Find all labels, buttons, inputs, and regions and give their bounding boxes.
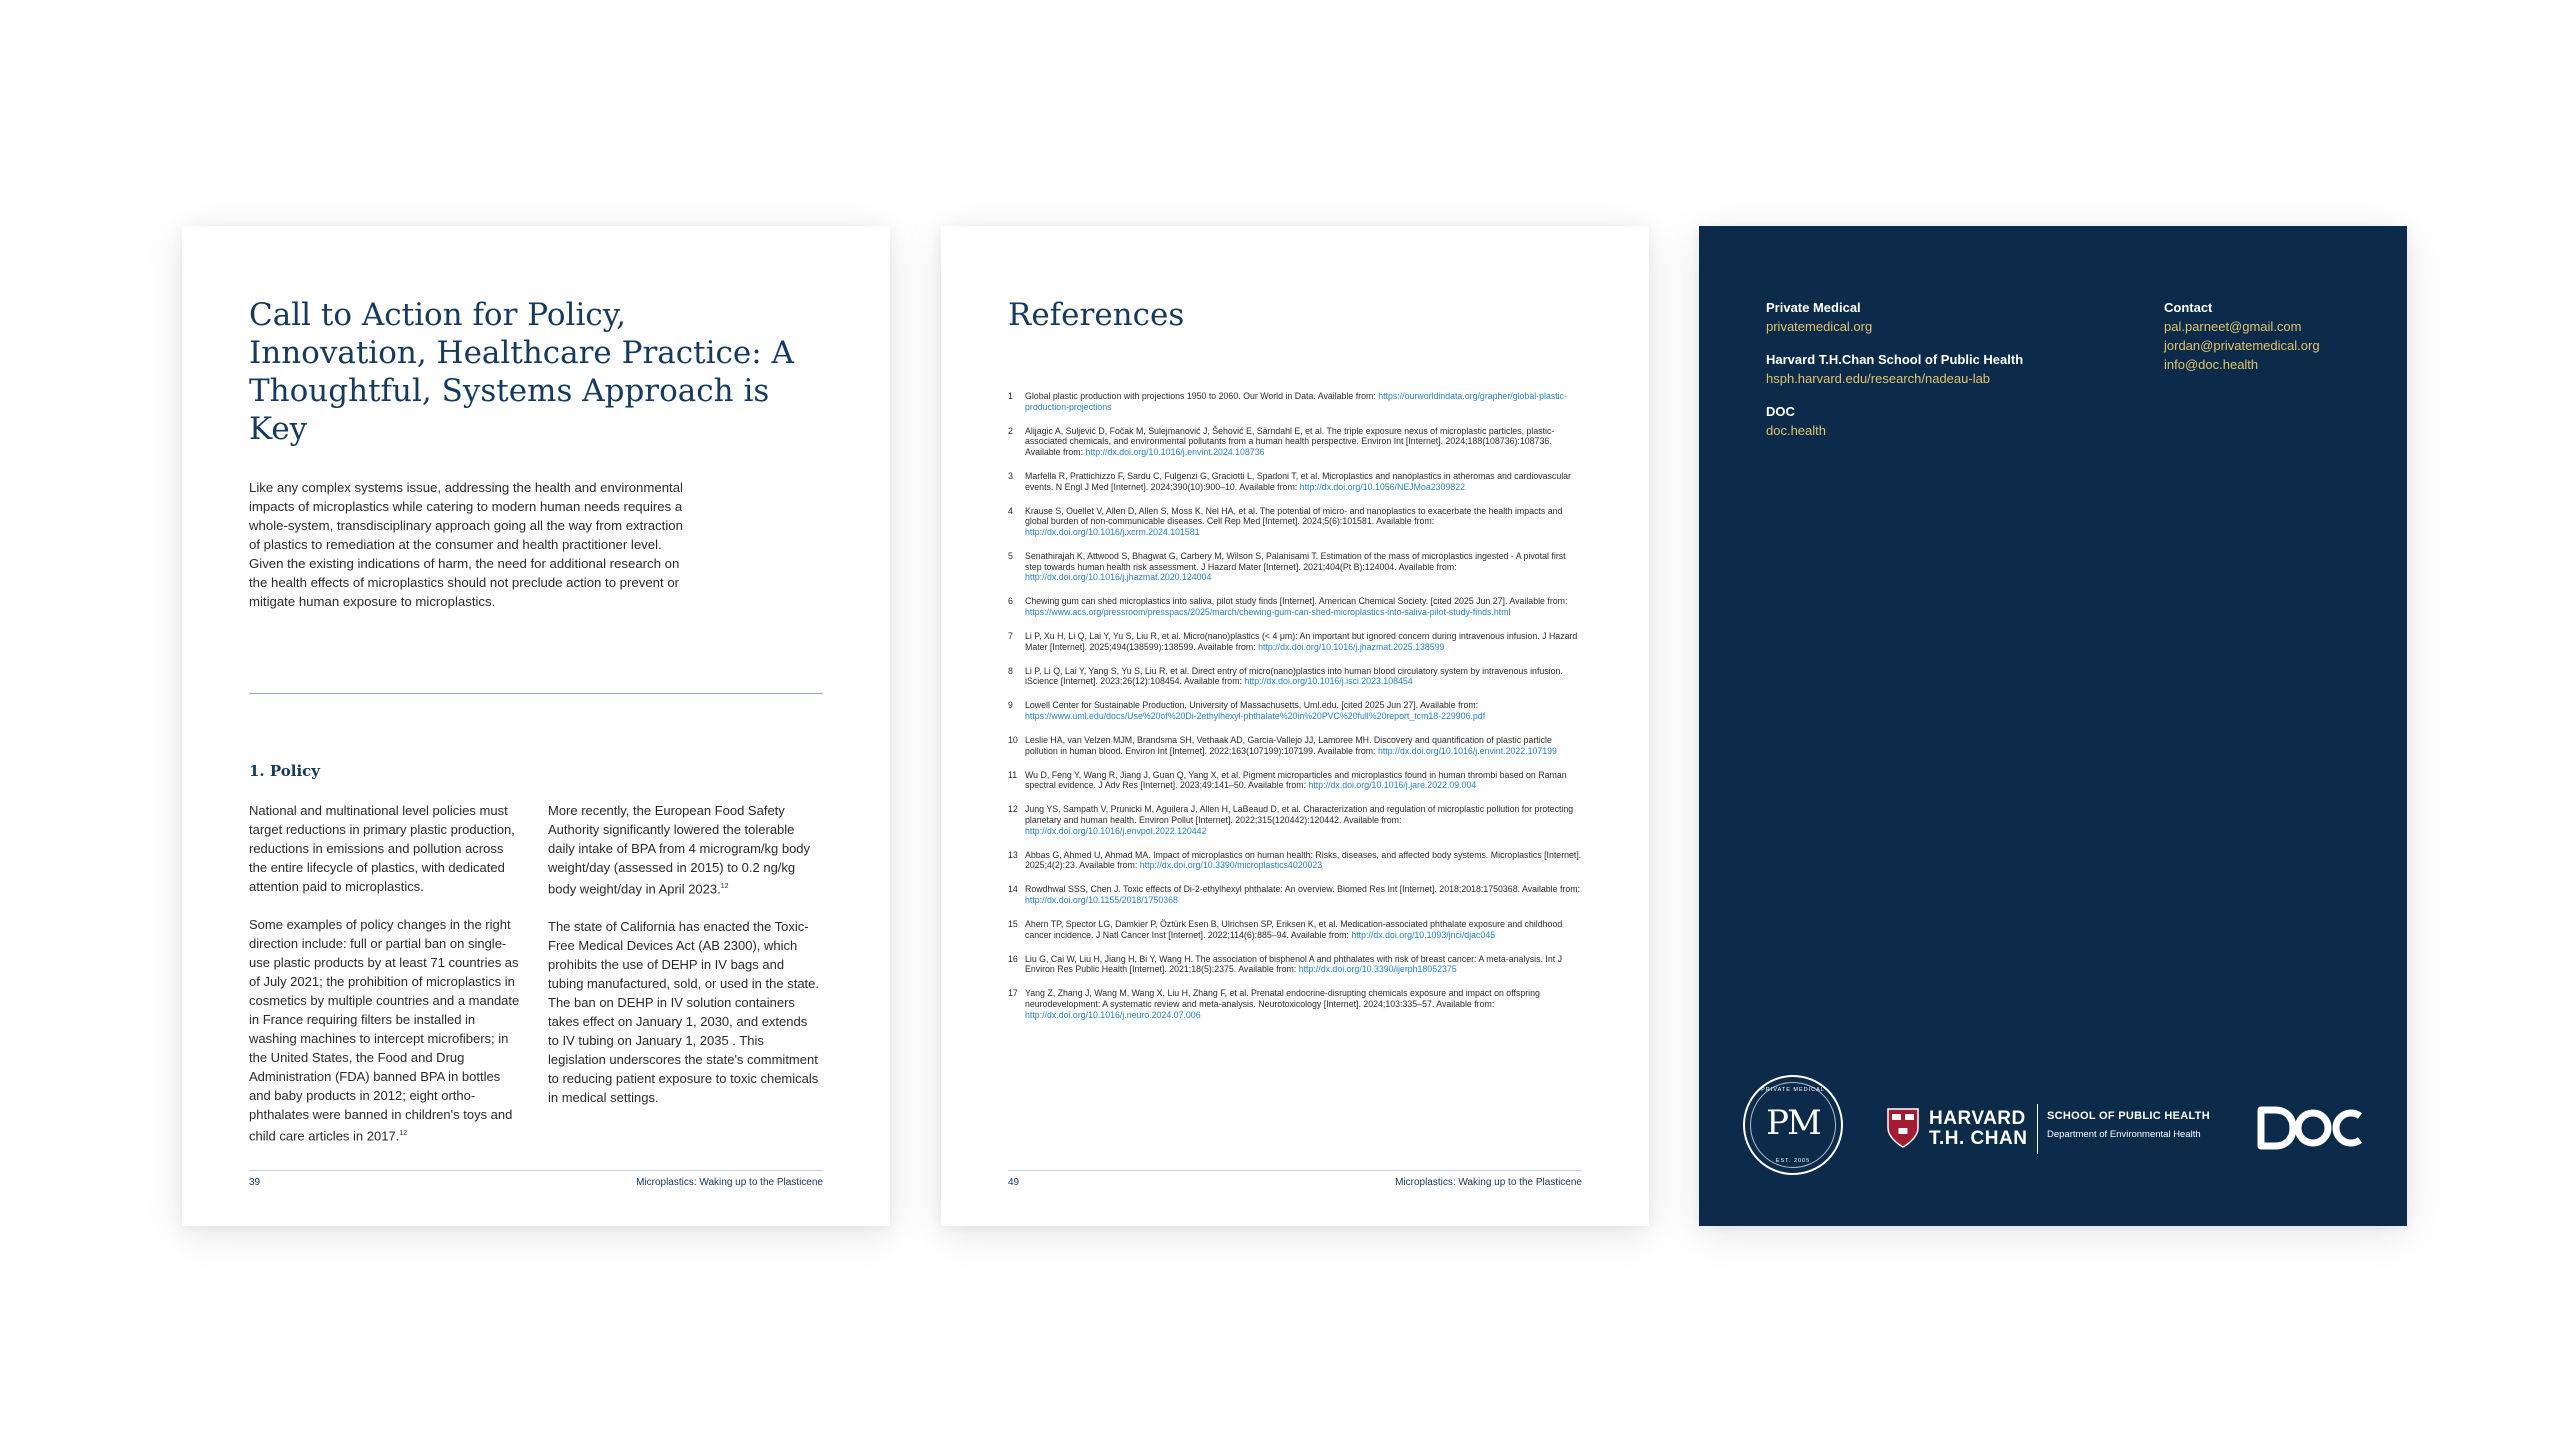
- logo-ring-text: EST. 2005: [1775, 1158, 1811, 1164]
- logo-department: Department of Environmental Health: [2047, 1129, 2201, 1140]
- reference-item: [1008, 770, 1582, 791]
- reference-list: [1008, 391, 1582, 1034]
- reference-text: Abbas G, Ahmed U, Ahmad MA. Impact of microplastics on human health: Risks, diseases, and affected body systems. Microplastics [Internet]. 2025;4(2):23. Available from:: [1025, 849, 1582, 871]
- paragraph: National and multinational level policies must target reductions in primary plastic production, reductions in emissions and pollution across the entire lifecycle of plastics, with dedicated attention paid to microplastics.: [249, 803, 515, 894]
- reference-link[interactable]: http://dx.doi.org/10.3390/ijerph18052375: [1298, 964, 1457, 975]
- reference-text: Global plastic production with projections 1950 to 2060. Our World in Data. Available from:: [1025, 391, 1379, 401]
- reference-item: [1008, 700, 1582, 721]
- section-heading: 1. Policy: [249, 762, 321, 780]
- logo-wordmark: HARVARD: [1929, 1108, 2026, 1129]
- link-harvard[interactable]: hsph.harvard.edu/research/nadeau-lab: [1766, 371, 1991, 386]
- page-references: [941, 226, 1649, 1226]
- reference-link[interactable]: http://dx.doi.org/10.1016/j.xcrm.2024.101581: [1025, 526, 1200, 537]
- logo-monogram: PM: [1766, 1103, 1820, 1143]
- reference-link[interactable]: http://dx.doi.org/10.1016/j.envpol.2022.120442: [1025, 825, 1207, 836]
- reference-text: Ahern TP, Spector LG, Damkier P, Öztürk Esen B, Ulrichsen SP, Eriksen K, et al. Medication-associated phthalate exposure and childhood cancer incidence. J Natl Cancer Inst [Internet]. 2022;114(6):885–94. Available from:: [1025, 919, 1563, 940]
- reference-number: 7: [1008, 630, 1013, 641]
- reference-link[interactable]: https://ourworldindata.org/grapher/global-plastic-production-projections: [1025, 391, 1567, 412]
- private-medical-logo: [1743, 1075, 1843, 1175]
- reference-number: 17: [1008, 988, 1018, 999]
- page-number: 39: [249, 1177, 261, 1188]
- reference-item: [1008, 954, 1582, 975]
- reference-link[interactable]: http://dx.doi.org/10.1093/jnci/djac045: [1351, 929, 1496, 940]
- logo-school-name: SCHOOL OF PUBLIC HEALTH: [2047, 1110, 2210, 1122]
- reference-item: [1008, 666, 1582, 687]
- org-name-private-medical: Private Medical: [1766, 300, 1861, 315]
- reference-number: 5: [1008, 550, 1013, 561]
- reference-number: 9: [1008, 700, 1013, 711]
- footer-divider: [1008, 1170, 1582, 1171]
- reference-link[interactable]: http://dx.doi.org/10.3390/microplastics4020023: [1139, 860, 1323, 871]
- page-number: 49: [1008, 1177, 1020, 1188]
- reference-number: 6: [1008, 596, 1013, 607]
- reference-item: [1008, 471, 1582, 492]
- reference-number: 3: [1008, 470, 1013, 481]
- reference-text: Li P, Li Q, Lai Y, Yang S, Yu S, Liu R, et al. Direct entry of micro(nano)plastics into human blood circulatory system by intravenous infusion. iScience [Internet]. 2023;26(12):108454. Available from:: [1025, 665, 1563, 687]
- reference-link[interactable]: http://dx.doi.org/10.1056/NEJMoa2309822: [1299, 481, 1465, 492]
- reference-number: 15: [1008, 919, 1018, 929]
- reference-link[interactable]: http://dx.doi.org/10.1016/j.jhazmat.2025.138599: [1258, 641, 1445, 652]
- logo-ring-text: PRIVATE MEDICAL: [1761, 1087, 1825, 1093]
- reference-number: 13: [1008, 849, 1018, 860]
- footer-divider: [249, 1170, 823, 1171]
- reference-text: Krause S, Ouellet V, Allen D, Allen S, Moss K, Nel HA, et al. The potential of micro- and nanoplastics to exacerbate the health impacts and global burden of non-communicable diseases. Cell Rep Med [Internet]. 2024;5(6):101581. Available from:: [1025, 505, 1563, 527]
- footnote-ref[interactable]: 12: [399, 1130, 408, 1137]
- reference-number: 10: [1008, 734, 1018, 745]
- reference-number: 1: [1008, 391, 1013, 401]
- reference-link[interactable]: http://dx.doi.org/10.1016/j.envint.2024.108736: [1085, 446, 1265, 457]
- reference-item: [1008, 735, 1582, 756]
- reference-text: Leslie HA, van Velzen MJM, Brandsma SH, Vethaak AD, Garcia-Vallejo JJ, Lamoree MH. Discovery and quantification of plastic particle pollution in human blood. Environ Int [Internet]. 2022;163(107199):107199. Available from:: [1025, 734, 1552, 756]
- text-column-right: [548, 801, 820, 1126]
- org-name-doc: DOC: [1766, 404, 1795, 419]
- paragraph: Some examples of policy changes in the right direction include: full or partial ban on single-use plastic products by at least 71 countries as of July 2021; the prohibition of microplastics in cosmetics by multiple countries and a mandate in France requiring filters be installed in washing machines to intercept microfibers; in the United States, the Food and Drug Administration (FDA) banned BPA in bottles and baby products in 2012; eight ortho-phthalates were banned in children's toys and child care articles in 2017.12: [249, 917, 520, 1144]
- reference-link[interactable]: http://dx.doi.org/10.1016/j.jhazmat.2020.124004: [1025, 572, 1212, 583]
- contact-email[interactable]: pal.parneet@gmail.com: [2164, 319, 2302, 334]
- contact-label: Contact: [2164, 300, 2213, 315]
- reference-number: 12: [1008, 804, 1018, 815]
- reference-link[interactable]: https://www.acs.org/pressroom/presspacs/2025/march/chewing-gum-can-shed-microplastics-into-saliva-pilot-study-finds.html: [1025, 606, 1511, 617]
- logo-divider: [2037, 1104, 2038, 1154]
- text-column-left: [249, 801, 521, 1164]
- reference-text: Marfella R, Prattichizzo F, Sardu C, Fulgenzi G, Graciotti L, Spadoni T, et al. Microplastics and nanoplastics in atheromas and cardiovascular events. N Engl J Med [Internet]. 2024;390(10):900–10. Available from:: [1025, 470, 1571, 492]
- harvard-chan-logo: [1887, 1104, 2217, 1154]
- back-cover: [1699, 226, 2407, 1226]
- reference-item: [1008, 506, 1582, 538]
- paragraph: More recently, the European Food Safety Authority significantly lowered the tolerable daily intake of BPA from 4 microgram/kg body weight/day (assessed in 2015) to 0.2 ng/kg body weight/day in April 2023.12: [548, 803, 811, 897]
- reference-item: [1008, 631, 1582, 652]
- reference-item: [1008, 596, 1582, 617]
- running-title: Microplastics: Waking up to the Plasticene: [636, 1177, 823, 1188]
- reference-text: Yang Z, Zhang J, Wang M, Wang X, Liu H, Zhang F, et al. Prenatal endocrine-disrupting chemicals exposure and impact on offspring neurodevelopment: A systematic review and meta-analysis. Neurotoxicology [Internet]. 2024;103:335–57. Available from:: [1025, 988, 1540, 1009]
- reference-link[interactable]: http://dx.doi.org/10.1016/j.isci.2023.108454: [1244, 676, 1413, 687]
- reference-item: [1008, 850, 1582, 871]
- org-name-harvard: Harvard T.H.Chan School of Public Health: [1766, 352, 2024, 367]
- reference-link[interactable]: http://dx.doi.org/10.1016/j.envint.2022.107199: [1377, 745, 1557, 756]
- reference-item: [1008, 391, 1582, 412]
- reference-number: 4: [1008, 505, 1013, 516]
- reference-text: Alijagic A, Suljević D, Fočak M, Sulejmanović J, Šehović E, Särndahl E, et al. The triple exposure nexus of microplastic particles, plastic-associated chemicals, and environmental pollutants from a human health perspective. Environ Int [Internet]. 2024;188(108736):108736. Available from:: [1025, 425, 1555, 457]
- reference-text: Jung YS, Sampath V, Prunicki M, Aguilera J, Allen H, LaBeaud D, et al. Characterization and regulation of microplastic pollution for protecting planetary and human health. Environ Pollut [Internet]. 2022;315(120442):120442. Available from:: [1025, 804, 1574, 825]
- reference-text: Liu G, Cai W, Liu H, Jiang H, Bi Y, Wang H. The association of bisphenol A and phthalates with risk of breast cancer: A meta-analysis. Int J Environ Res Public Health [Internet]. 2021;18(5):2375. Available from:: [1025, 953, 1563, 975]
- reference-text: Rowdhwal SSS, Chen J. Toxic effects of Di-2-ethylhexyl phthalate: An overview. Biomed Res Int [Internet]. 2018;2018:1750368. Available from:: [1025, 884, 1581, 895]
- reference-item: [1008, 884, 1582, 905]
- running-title: Microplastics: Waking up to the Plasticene: [1395, 1177, 1582, 1188]
- contact-email[interactable]: jordan@privatemedical.org: [2164, 338, 2320, 353]
- reference-number: 16: [1008, 953, 1018, 964]
- reference-link[interactable]: http://dx.doi.org/10.1016/j.jare.2022.09.004: [1308, 780, 1477, 791]
- contact-email[interactable]: info@doc.health: [2164, 357, 2259, 372]
- paragraph: The state of California has enacted the Toxic-Free Medical Devices Act (AB 2300), which prohibits the use of DEHP in IV bags and tubing manufactured, sold, or used in the state. The ban on DEHP in IV solution containers takes effect on January 1, 2030, and extends to IV tubing on January 1, 2035 . This legislation underscores the state's commitment to reducing patient exposure to toxic chemicals in medical settings.: [548, 919, 820, 1106]
- reference-text: Li P, Xu H, Li Q, Lai Y, Yu S, Liu R, et al. Micro(nano)plastics (< 4 μm): An important but ignored concern during intravenous infusion. J Hazard Mater [Internet]. 2025;494(138599):138599. Available from:: [1025, 630, 1578, 652]
- page-call-to-action: [182, 226, 890, 1226]
- reference-item: [1008, 551, 1582, 583]
- intro-paragraph: Like any complex systems issue, addressing the health and environmental impacts of microplastics while catering to modern human needs requires a whole-system, transdisciplinary approach going all the way from extraction of plastics to remediation at the consumer and health practitioner level. Given the existing indications of harm, the need for additional research on the health effects of microplastics should not preclude action to prevent or mitigate human exposure to microplastics.: [249, 480, 683, 609]
- reference-number: 11: [1008, 769, 1018, 780]
- doc-logo: [2257, 1106, 2367, 1150]
- link-private-medical[interactable]: privatemedical.org: [1766, 319, 1873, 334]
- logo-wordmark: T.H. CHAN: [1929, 1128, 2028, 1149]
- page-title: References: [1008, 297, 1185, 333]
- page-title: Call to Action for Policy, Innovation, Healthcare Practice: A Thoughtful, Systems Approach is Key: [249, 297, 794, 447]
- reference-link[interactable]: http://dx.doi.org/10.1155/2018/1750368: [1025, 894, 1178, 905]
- reference-item: [1008, 804, 1582, 836]
- reference-item: [1008, 988, 1582, 1020]
- reference-link[interactable]: http://dx.doi.org/10.1016/j.neuro.2024.07.006: [1025, 1009, 1201, 1020]
- section-divider: [249, 693, 823, 694]
- reference-number: 14: [1008, 884, 1018, 895]
- reference-item: [1008, 426, 1582, 458]
- reference-number: 8: [1008, 665, 1013, 676]
- reference-text: Senathirajah K, Attwood S, Bhagwat G, Carbery M, Wilson S, Palanisami T. Estimation of the mass of microplastics ingested - A pivotal first step towards human health risk assessment. J Hazard Mater [Internet]. 2021;404(Pt B):124004. Available from:: [1025, 550, 1566, 572]
- link-doc[interactable]: doc.health: [1766, 423, 1826, 438]
- reference-text: Wu D, Feng Y, Wang R, Jiang J, Guan Q, Yang X, et al. Pigment microparticles and microplastics found in human thrombi based on Raman spectral evidence. J Adv Res [Internet]. 2023;49:141–50. Available from:: [1025, 769, 1567, 791]
- reference-number: 2: [1008, 425, 1013, 436]
- reference-item: [1008, 919, 1582, 940]
- reference-text: Chewing gum can shed microplastics into saliva, pilot study finds [Internet]. American Chemical Society. [cited 2025 Jun 27]. Available from:: [1025, 596, 1568, 607]
- reference-text: Lowell Center for Sustainable Production, University of Massachusetts, Uml.edu. [cited 2025 Jun 27]. Available from:: [1025, 700, 1479, 711]
- harvard-shield-icon: [1887, 1108, 1919, 1148]
- footnote-ref[interactable]: 12: [720, 883, 729, 890]
- reference-link[interactable]: https://www.uml.edu/docs/Use%20of%20Di-2ethylhexyl-phthalate%20in%20PVC%20full%20report_tcm18-229906.pdf: [1025, 710, 1486, 721]
